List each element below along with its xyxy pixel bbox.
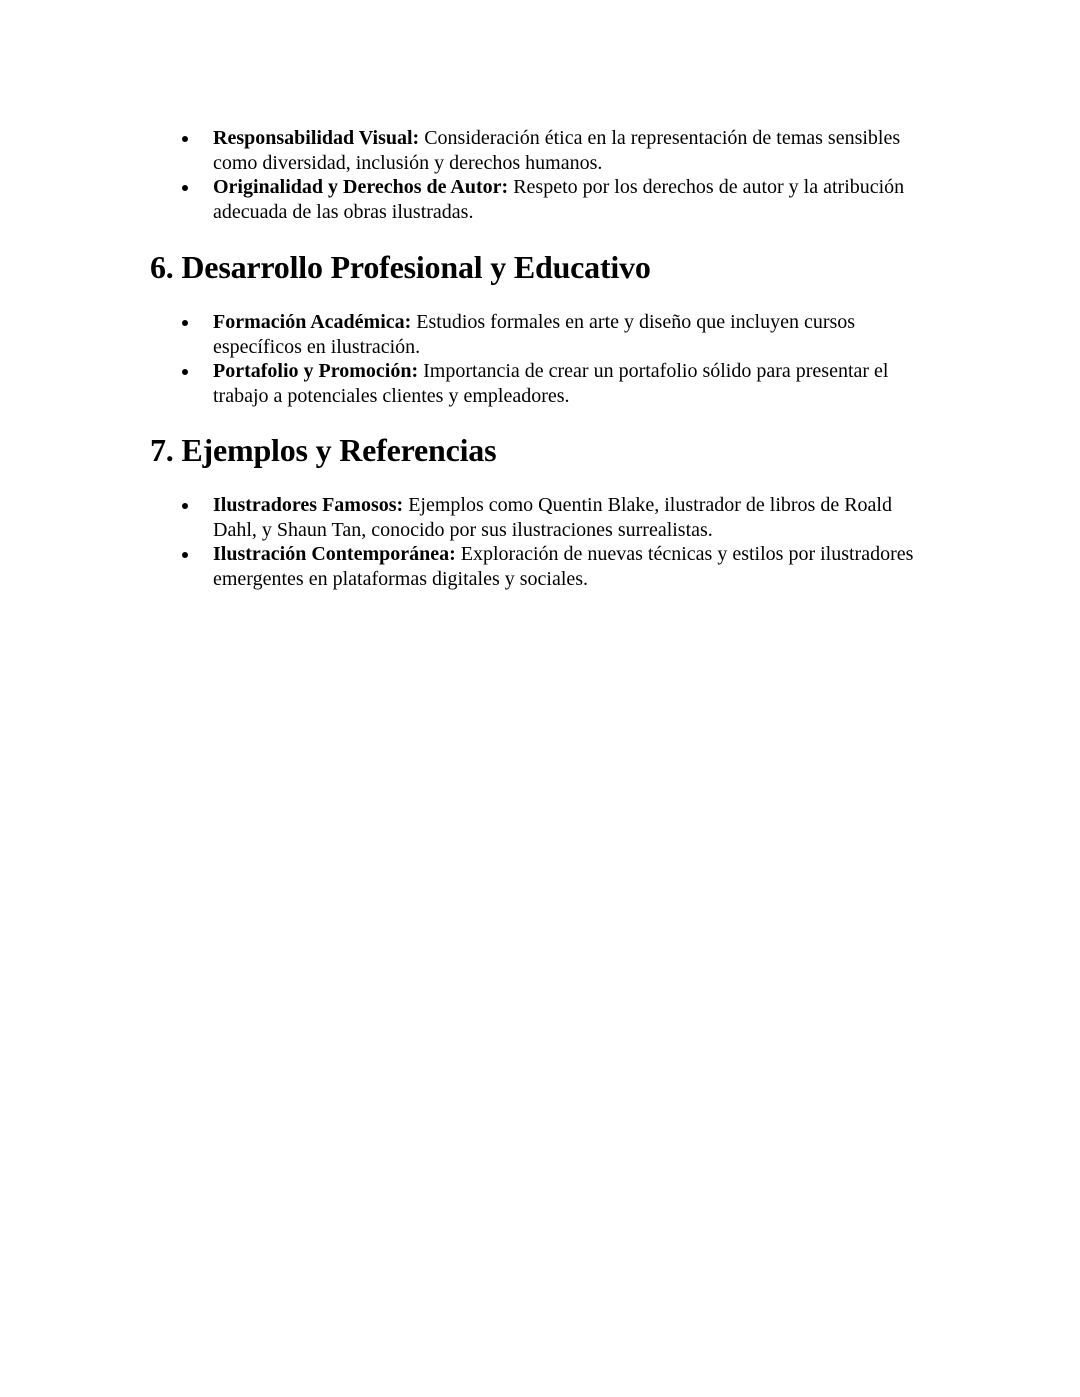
section-examples-references — [150, 431, 950, 591]
section-heading: 7. Ejemplos y Referencias — [150, 432, 497, 468]
bullet-icon — [182, 185, 188, 191]
list-item-text: Respeto por los derechos de autor y la atribución adecuada de las obras ilustradas. — [213, 176, 905, 223]
list-item-term: Portafolio y Promoción: — [213, 360, 424, 382]
bullet-icon — [182, 320, 188, 326]
list-item-term: Responsabilidad Visual: — [213, 127, 425, 149]
bullet-list — [150, 493, 950, 591]
list-item — [150, 310, 940, 359]
section-heading: 6. Desarrollo Profesional y Educativo — [150, 249, 651, 285]
list-item — [150, 175, 940, 224]
list-item-term: Ilustradores Famosos: — [213, 494, 409, 516]
list-item — [150, 126, 940, 175]
list-item-text: Importancia de crear un portafolio sólido para presentar el trabajo a potenciales clientes y empleadores. — [213, 360, 889, 407]
list-item-term: Ilustración Contemporánea: — [213, 543, 461, 565]
list-item-term: Formación Académica: — [213, 311, 417, 333]
list-item — [150, 493, 940, 542]
bullet-icon — [182, 136, 188, 142]
list-item — [150, 542, 940, 591]
list-item-text: Consideración ética en la representación de temas sensibles como diversidad, inclusión y derechos humanos. — [213, 127, 901, 174]
bullet-icon — [182, 503, 188, 509]
bullet-list — [150, 126, 950, 224]
bullet-icon — [182, 369, 188, 375]
list-item-text: Estudios formales en arte y diseño que incluyen cursos específicos en ilustración. — [213, 311, 856, 358]
section-professional-development — [150, 248, 950, 408]
list-item-term: Originalidad y Derechos de Autor: — [213, 176, 514, 198]
bullet-icon — [182, 552, 188, 558]
list-item-text: Exploración de nuevas técnicas y estilos por ilustradores emergentes en plataformas digitales y sociales. — [213, 543, 914, 590]
bullet-list — [150, 310, 950, 408]
list-item-text: Ejemplos como Quentin Blake, ilustrador de libros de Roald Dahl, y Shaun Tan, conocido por sus ilustraciones surrealistas. — [213, 494, 892, 541]
list-item — [150, 359, 940, 408]
section-ethics-continued — [150, 126, 950, 224]
